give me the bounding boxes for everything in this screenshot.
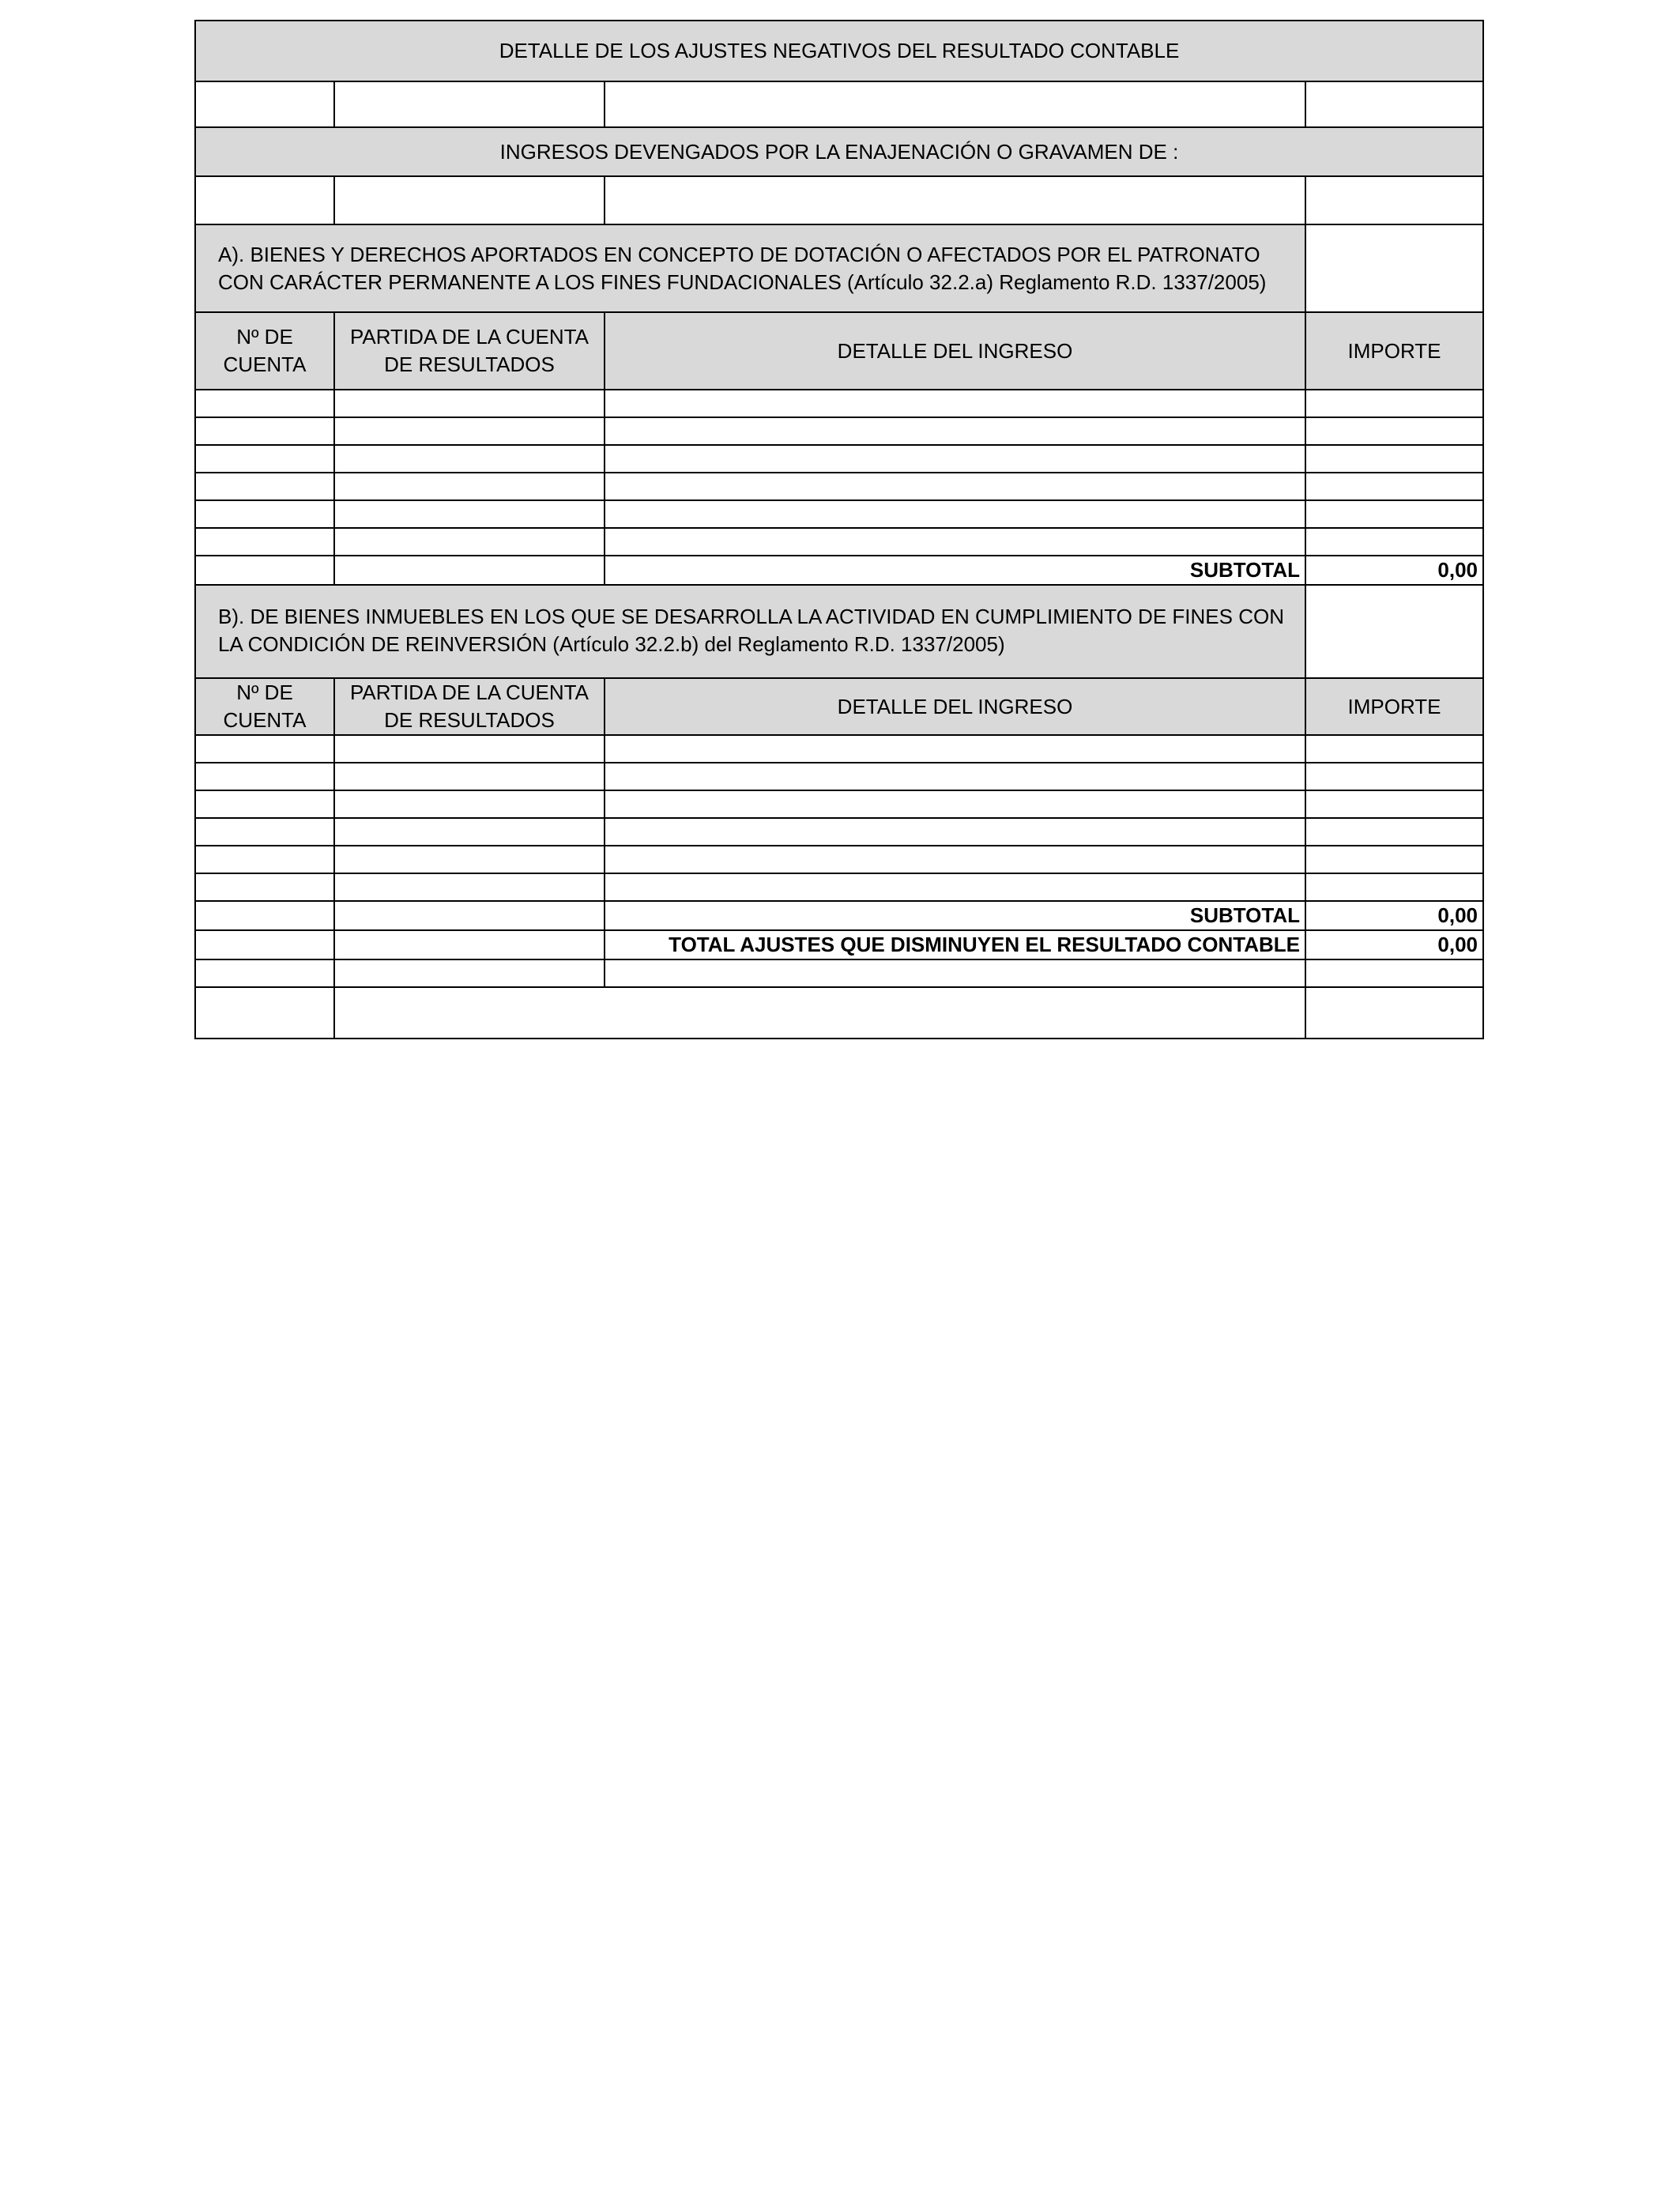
- table-row: [195, 790, 1483, 818]
- header-account-item: PARTIDA DE LA CUENTA DE RESULTADOS: [334, 678, 605, 735]
- income-detail-cell[interactable]: [605, 390, 1305, 417]
- blank-cell: [605, 176, 1305, 224]
- total-value: 0,00: [1305, 930, 1483, 959]
- table-row: [195, 390, 1483, 417]
- account-item-cell[interactable]: [334, 873, 605, 901]
- blank-cell: [334, 930, 605, 959]
- blank-cell: [195, 556, 334, 585]
- subtotal-label: SUBTOTAL: [605, 556, 1305, 585]
- blank-cell: [334, 901, 605, 930]
- income-detail-cell[interactable]: [605, 735, 1305, 763]
- amount-cell[interactable]: [1305, 417, 1483, 445]
- bottom-box[interactable]: [334, 987, 1305, 1039]
- table-row: [195, 500, 1483, 528]
- header-amount: IMPORTE: [1305, 312, 1483, 390]
- bottom-row: [195, 987, 1483, 1039]
- spacer-row: [195, 959, 1483, 987]
- income-detail-cell[interactable]: [605, 417, 1305, 445]
- table-row: [195, 873, 1483, 901]
- income-detail-cell[interactable]: [605, 473, 1305, 500]
- account-number-cell[interactable]: [195, 473, 334, 500]
- account-number-cell[interactable]: [195, 873, 334, 901]
- header-account-number: Nº DE CUENTA: [195, 678, 334, 735]
- account-number-cell[interactable]: [195, 846, 334, 873]
- income-detail-cell[interactable]: [605, 846, 1305, 873]
- amount-cell[interactable]: [1305, 528, 1483, 556]
- account-item-cell[interactable]: [334, 818, 605, 846]
- section-b-heading-row: [195, 585, 1483, 678]
- blank-cell[interactable]: [334, 81, 605, 127]
- income-detail-cell[interactable]: [605, 500, 1305, 528]
- subtotal-value: 0,00: [1305, 901, 1483, 930]
- table-row: [195, 528, 1483, 556]
- account-number-cell[interactable]: [195, 528, 334, 556]
- amount-cell[interactable]: [1305, 735, 1483, 763]
- subtotal-label: SUBTOTAL: [605, 901, 1305, 930]
- blank-cell: [195, 901, 334, 930]
- form-title: DETALLE DE LOS AJUSTES NEGATIVOS DEL RESULTADO CONTABLE: [195, 21, 1483, 81]
- header-income-detail: DETALLE DEL INGRESO: [605, 678, 1305, 735]
- amount-cell[interactable]: [1305, 790, 1483, 818]
- blank-row: [195, 81, 1483, 127]
- total-row: [195, 930, 1483, 959]
- section-a-heading-row: [195, 224, 1483, 312]
- section-b-header-row: [195, 678, 1483, 735]
- spacer-row: [195, 176, 1483, 224]
- form-subtitle: INGRESOS DEVENGADOS POR LA ENAJENACIÓN O GRAVAMEN DE :: [195, 127, 1483, 176]
- income-detail-cell[interactable]: [605, 818, 1305, 846]
- table-row: [195, 735, 1483, 763]
- blank-cell: [195, 930, 334, 959]
- blank-cell[interactable]: [195, 81, 334, 127]
- account-number-cell[interactable]: [195, 735, 334, 763]
- section-a-subtotal-row: [195, 556, 1483, 585]
- blank-cell: [1305, 224, 1483, 312]
- amount-cell[interactable]: [1305, 763, 1483, 790]
- blank-cell: [334, 556, 605, 585]
- blank-cell[interactable]: [1305, 81, 1483, 127]
- account-number-cell[interactable]: [195, 763, 334, 790]
- account-number-cell[interactable]: [195, 790, 334, 818]
- income-detail-cell[interactable]: [605, 528, 1305, 556]
- blank-cell: [1305, 987, 1483, 1039]
- subtotal-value: 0,00: [1305, 556, 1483, 585]
- amount-cell[interactable]: [1305, 390, 1483, 417]
- account-item-cell[interactable]: [334, 473, 605, 500]
- amount-cell[interactable]: [1305, 873, 1483, 901]
- title-row: [195, 21, 1483, 81]
- section-a-description: A). BIENES Y DERECHOS APORTADOS EN CONCEPTO DE DOTACIÓN O AFECTADOS POR EL PATRONATO CON CARÁCTER PERMANENTE A LOS FINES FUNDACIONALES (Artículo 32.2.a) Reglamento R.D. 1337/2005): [195, 224, 1305, 312]
- table-row: [195, 473, 1483, 500]
- income-detail-cell[interactable]: [605, 873, 1305, 901]
- blank-cell: [195, 176, 334, 224]
- header-account-item: PARTIDA DE LA CUENTA DE RESULTADOS: [334, 312, 605, 390]
- account-item-cell[interactable]: [334, 417, 605, 445]
- account-item-cell[interactable]: [334, 528, 605, 556]
- account-number-cell[interactable]: [195, 445, 334, 473]
- section-a-header-row: [195, 312, 1483, 390]
- header-amount: IMPORTE: [1305, 678, 1483, 735]
- negative-adjustments-table: [194, 20, 1484, 1039]
- header-income-detail: DETALLE DEL INGRESO: [605, 312, 1305, 390]
- blank-cell: [334, 176, 605, 224]
- total-label: TOTAL AJUSTES QUE DISMINUYEN EL RESULTADO CONTABLE: [605, 930, 1305, 959]
- table-row: [195, 846, 1483, 873]
- blank-cell: [334, 959, 605, 987]
- table-row: [195, 763, 1483, 790]
- table-row: [195, 445, 1483, 473]
- account-item-cell[interactable]: [334, 445, 605, 473]
- account-number-cell[interactable]: [195, 390, 334, 417]
- account-number-cell[interactable]: [195, 417, 334, 445]
- income-detail-cell[interactable]: [605, 445, 1305, 473]
- amount-cell[interactable]: [1305, 445, 1483, 473]
- table-row: [195, 417, 1483, 445]
- account-item-cell[interactable]: [334, 390, 605, 417]
- account-item-cell[interactable]: [334, 735, 605, 763]
- account-item-cell[interactable]: [334, 846, 605, 873]
- blank-cell: [1305, 176, 1483, 224]
- blank-cell[interactable]: [605, 81, 1305, 127]
- account-item-cell[interactable]: [334, 763, 605, 790]
- table-row: [195, 818, 1483, 846]
- account-item-cell[interactable]: [334, 790, 605, 818]
- income-detail-cell[interactable]: [605, 763, 1305, 790]
- income-detail-cell[interactable]: [605, 790, 1305, 818]
- account-number-cell[interactable]: [195, 500, 334, 528]
- blank-cell: [1305, 959, 1483, 987]
- amount-cell[interactable]: [1305, 473, 1483, 500]
- section-b-description: B). DE BIENES INMUEBLES EN LOS QUE SE DESARROLLA LA ACTIVIDAD EN CUMPLIMIENTO DE FINES CON LA CONDICIÓN DE REINVERSIÓN (Artículo 32.2.b) del Reglamento R.D. 1337/2005): [195, 585, 1305, 678]
- account-item-cell[interactable]: [334, 500, 605, 528]
- amount-cell[interactable]: [1305, 500, 1483, 528]
- header-account-number: Nº DE CUENTA: [195, 312, 334, 390]
- blank-cell: [1305, 585, 1483, 678]
- account-number-cell[interactable]: [195, 818, 334, 846]
- subtitle-row: [195, 127, 1483, 176]
- blank-cell: [195, 987, 334, 1039]
- amount-cell[interactable]: [1305, 846, 1483, 873]
- section-b-subtotal-row: [195, 901, 1483, 930]
- blank-cell: [195, 959, 334, 987]
- blank-cell: [605, 959, 1305, 987]
- amount-cell[interactable]: [1305, 818, 1483, 846]
